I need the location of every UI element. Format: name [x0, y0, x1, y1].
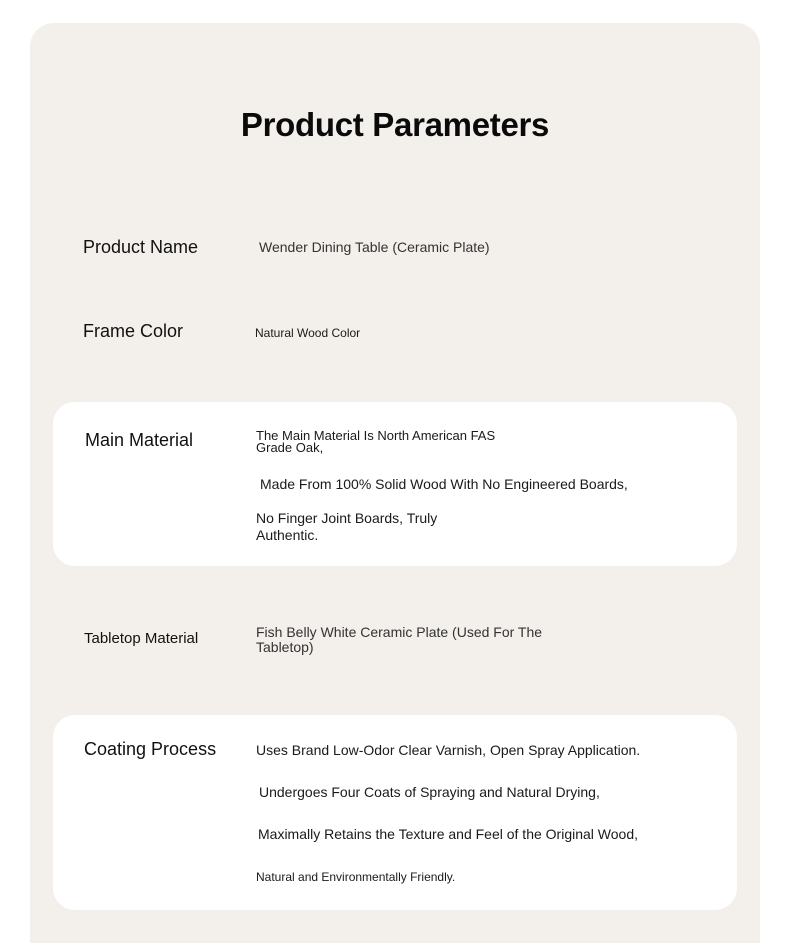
- page-title: Product Parameters: [240, 106, 550, 143]
- tabletop-material-line-1: Fish Belly White Ceramic Plate (Used For The: [256, 624, 543, 640]
- main-material-line-5: Authentic.: [256, 527, 319, 543]
- coating-process-line-2: Undergoes Four Coats of Spraying and Natural Drying,: [259, 784, 600, 800]
- tabletop-material-label: Tabletop Material: [84, 630, 199, 647]
- main-material-line-2: Grade Oak,: [256, 440, 324, 455]
- main-material-line-3: Made From 100% Solid Wood With No Engineered Boards,: [260, 476, 628, 492]
- coating-process-line-1: Uses Brand Low-Odor Clear Varnish, Open Spray Application.: [256, 742, 641, 758]
- tabletop-material-line-2: Tabletop): [256, 639, 314, 655]
- coating-process-line-4: Natural and Environmentally Friendly.: [256, 870, 456, 884]
- coating-process-label: Coating Process: [84, 739, 217, 759]
- product-name-value: Wender Dining Table (Ceramic Plate): [259, 239, 490, 255]
- main-material-label: Main Material: [85, 430, 194, 450]
- frame-color-value: Natural Wood Color: [255, 326, 361, 340]
- product-name-label: Product Name: [83, 237, 199, 257]
- main-material-line-4: No Finger Joint Boards, Truly: [256, 510, 438, 526]
- coating-process-line-3: Maximally Retains the Texture and Feel of the Original Wood,: [258, 826, 639, 842]
- frame-color-label: Frame Color: [83, 321, 184, 341]
- main-material-line-1: The Main Material Is North American FAS: [256, 428, 496, 443]
